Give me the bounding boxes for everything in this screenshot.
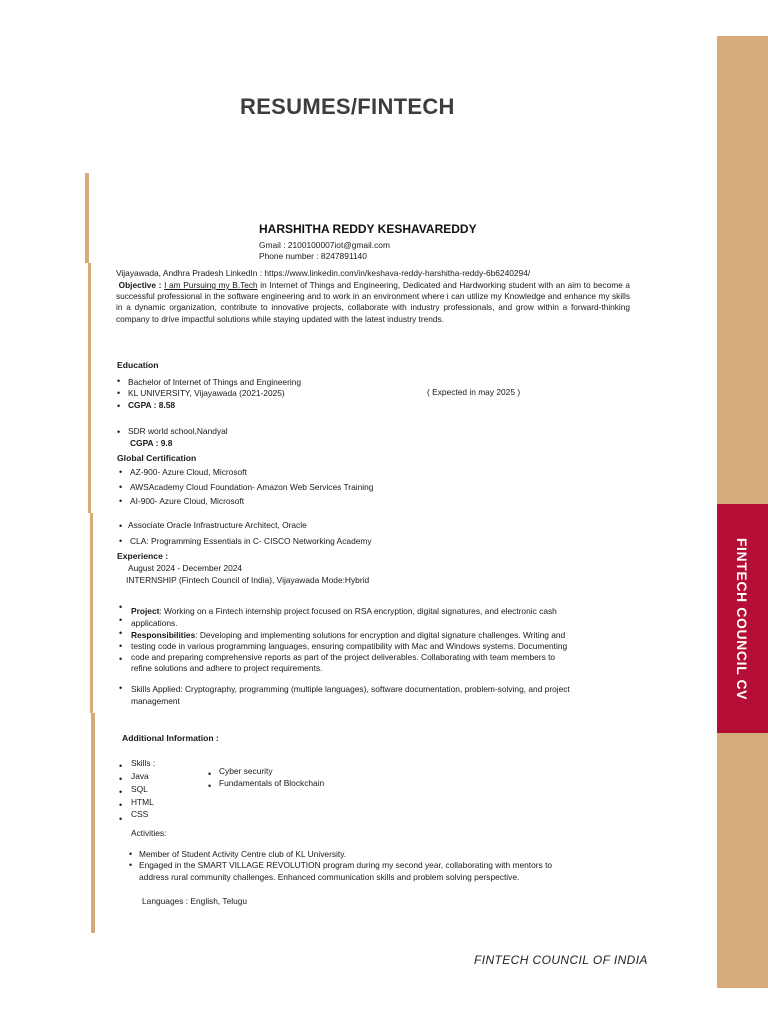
certification-item: AI-900- Azure Cloud, Microsoft <box>130 496 245 506</box>
bullet-icon: • <box>119 615 123 625</box>
objective-label: Objective : <box>118 280 162 290</box>
bullet-icon: • <box>119 641 123 651</box>
left-accent-bar <box>88 263 91 513</box>
certification-heading: Global Certification <box>117 453 197 463</box>
skill-item: Fundamentals of Blockchain <box>219 778 325 788</box>
skills-applied: Skills Applied: Cryptography, programming (multiple languages), software documentation, problem-solving, and project <box>131 684 570 694</box>
skill-item: SQL <box>131 784 148 794</box>
side-label-text: FINTECH COUNCIL CV <box>734 537 751 700</box>
left-accent-bar <box>85 173 89 263</box>
bullet-icon: • <box>117 388 121 398</box>
bullet-icon: • <box>117 401 121 411</box>
bullet-icon: • <box>208 769 212 779</box>
phone: Phone number : 8247891140 <box>259 251 367 261</box>
experience-project <box>131 606 557 617</box>
project-label: Project <box>131 606 160 616</box>
location-linkedin: Vijayawada, Andhra Pradesh LinkedIn : https://www.linkedin.com/in/keshava-reddy-harshitha-reddy-6b6240294/ <box>116 268 531 278</box>
experience-role: INTERNSHIP (Fintech Council of India), Vijayawada Mode:Hybrid <box>126 575 370 585</box>
responsibilities-text-2: testing code in various programming languages, ensuring compatibility with Mac and Windows systems. Documenting <box>131 641 568 651</box>
education-cgpa-1: CGPA : 8.58 <box>128 400 176 410</box>
bullet-icon: • <box>119 814 123 824</box>
bullet-icon: • <box>117 376 121 386</box>
education-degree: Bachelor of Internet of Things and Engineering <box>128 377 302 387</box>
bullet-icon: • <box>119 628 123 638</box>
experience-dates: August 2024 - December 2024 <box>128 563 243 573</box>
candidate-name: HARSHITHA REDDY KESHAVAREDDY <box>259 222 477 236</box>
bullet-icon: • <box>119 521 123 531</box>
side-label <box>717 504 768 733</box>
certification-item: AZ-900- Azure Cloud, Microsoft <box>130 467 247 477</box>
skill-item: CSS <box>131 809 149 819</box>
bullet-icon: • <box>119 761 123 771</box>
project-text: : Working on a Fintech internship project focused on RSA encryption, digital signatures, and electronic cash <box>159 606 557 616</box>
bullet-icon: • <box>208 781 212 791</box>
responsibilities-text-3: code and preparing comprehensive reports as part of the project deliverables. Collaborating with team members to <box>131 652 556 662</box>
objective <box>116 280 630 325</box>
bullet-icon: • <box>129 849 133 859</box>
activity-item: Member of Student Activity Centre club of KL University. <box>139 849 347 859</box>
education-heading: Education <box>117 360 159 370</box>
bullet-icon: • <box>119 654 123 664</box>
bullet-icon: • <box>119 467 123 477</box>
education-cgpa-2: CGPA : 9.8 <box>130 438 173 448</box>
gmail: Gmail : 2100100007iot@gmail.com <box>259 240 390 250</box>
footer-text: FINTECH COUNCIL OF INDIA <box>474 953 648 967</box>
education-university: KL UNIVERSITY, Vijayawada (2021-2025) <box>128 388 285 398</box>
skill-item: Java <box>131 771 149 781</box>
responsibilities-text-4: refine solutions and adhere to project requirements. <box>131 663 323 673</box>
languages: Languages : English, Telugu <box>142 896 248 906</box>
skills-label: Skills : <box>131 758 156 768</box>
responsibilities-text: : Developing and implementing solutions for encryption and digital signature challenges. Writing and <box>195 630 566 640</box>
bullet-icon: • <box>119 496 123 506</box>
additional-heading: Additional Information : <box>122 733 219 743</box>
bullet-icon: • <box>119 602 123 612</box>
bullet-icon: • <box>117 427 121 437</box>
bullet-icon: • <box>119 787 123 797</box>
activity-item: Engaged in the SMART VILLAGE REVOLUTION program during my second year, collaborating with mentors to <box>139 860 553 870</box>
activity-item-2: address rural community challenges. Enhanced communication skills and problem solving perspective. <box>139 872 520 882</box>
page-title: RESUMES/FINTECH <box>240 94 455 119</box>
project-text-2: applications. <box>131 618 178 628</box>
skill-item: Cyber security <box>219 766 273 776</box>
bullet-icon: • <box>119 482 123 492</box>
bullet-icon: • <box>119 536 123 546</box>
bullet-icon: • <box>129 860 133 870</box>
education-school: SDR world school,Nandyal <box>128 426 228 436</box>
certification-item: CLA: Programming Essentials in C- CISCO Networking Academy <box>130 536 372 546</box>
activities-heading: Activities: <box>131 828 167 838</box>
left-accent-bar <box>91 713 95 933</box>
certification-item: Associate Oracle Infrastructure Architect, Oracle <box>128 520 307 530</box>
left-accent-bar <box>90 513 93 713</box>
objective-text: in Internet of Things and Engineering, Dedicated and Hardworking student with an aim to become a successful professional in the software engineering and to work in an environment where i can utilize my Knowledge and enhance my skills in a dynamic organization, contribute to innovative projects, collaborate with industry professionals, and grow within a forward-thinking company to drive impactful solutions while staying updated with the latest industry trends. <box>116 280 631 324</box>
skill-item: HTML <box>131 797 154 807</box>
experience-responsibilities <box>131 630 565 641</box>
responsibilities-label: Responsibilities <box>131 630 196 640</box>
skills-applied-2: management <box>131 696 180 706</box>
experience-heading: Experience : <box>117 551 169 561</box>
certification-item: AWSAcademy Cloud Foundation- Amazon Web Services Training <box>130 482 374 492</box>
bullet-icon: • <box>119 774 123 784</box>
objective-underlined: I am Pursuing my B.Tech <box>164 280 258 290</box>
bullet-icon: • <box>119 683 123 693</box>
education-expected: ( Expected in may 2025 ) <box>427 387 521 397</box>
bullet-icon: • <box>119 800 123 810</box>
